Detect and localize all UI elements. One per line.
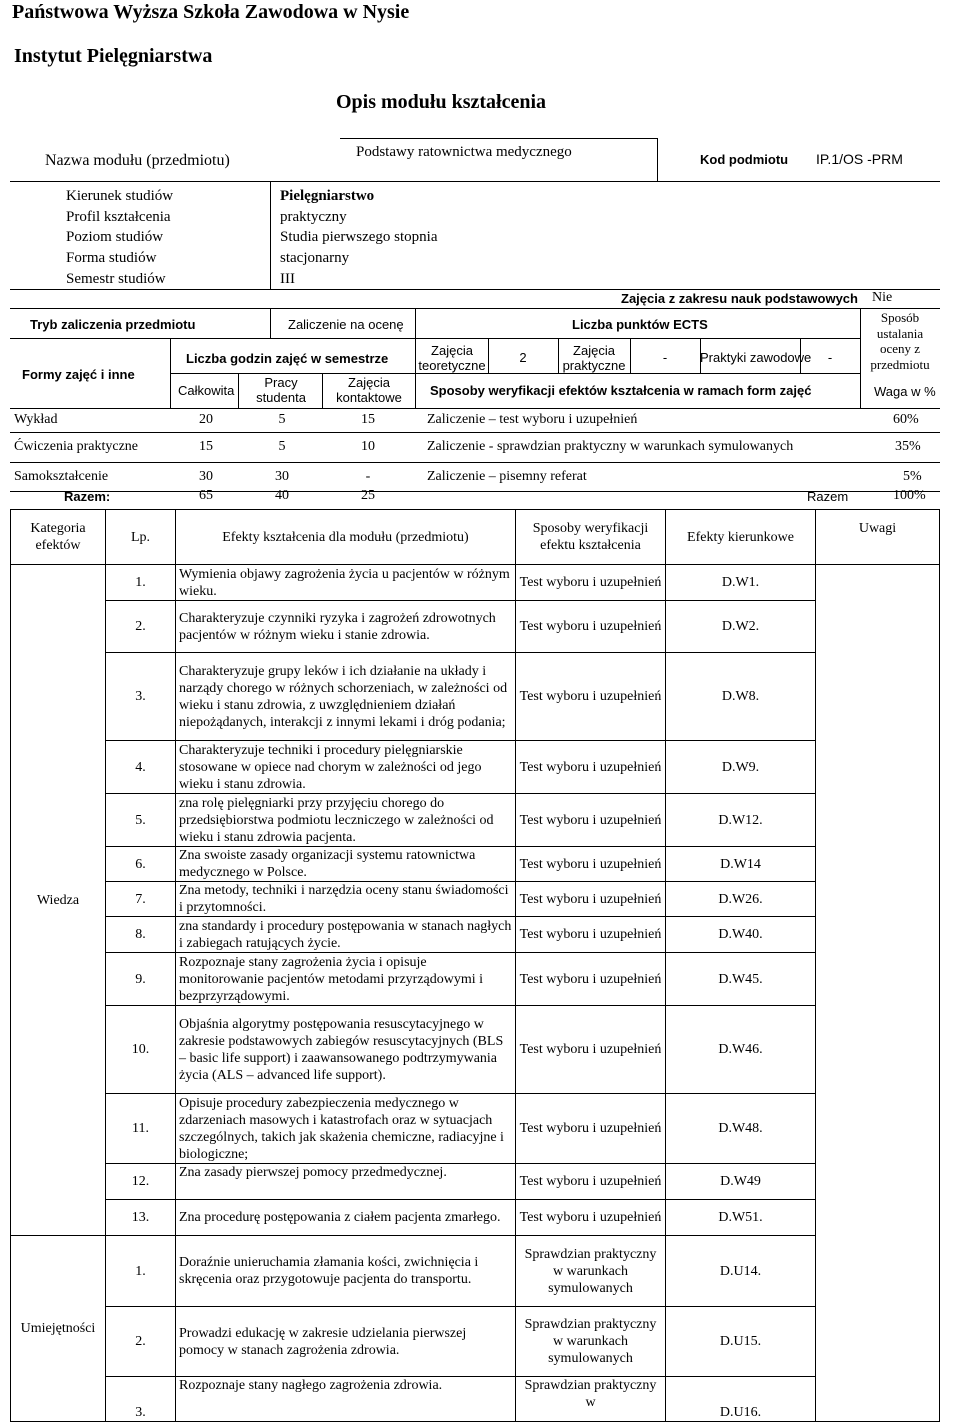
form-row bbox=[10, 463, 940, 492]
form-row-name: Samokształcenie bbox=[14, 469, 109, 484]
effect-text: Objaśnia algorytmy postępowania resuscytacyjnego w zakresie podstawowych zabiegów resuscytacyjnych (BLS – basic life support) i zaawansowanego podtrzymywania życia (ALS – advanced life support). bbox=[176, 1006, 516, 1094]
effect-lp: 6. bbox=[106, 847, 176, 882]
effects-header-row bbox=[11, 510, 940, 565]
effect-text: zna standardy i procedury postępowania w stanach nagłych i zabiegach ratujących życie. bbox=[176, 917, 516, 953]
form-row-method: Zaliczenie - sprawdzian praktyczny w warunkach symulowanych bbox=[427, 439, 794, 454]
effect-lp: 4. bbox=[106, 741, 176, 794]
header-verification: Sposoby weryfikacji efektu kształcenia bbox=[516, 510, 666, 565]
effect-text: Charakteryzuje techniki i procedury pielęgniarskie stosowane w opiece nad chorym w zależności od jego wieku i stanu zdrowia. bbox=[176, 741, 516, 794]
effect-method: Test wyboru i uzupełnień bbox=[516, 565, 666, 601]
form-row-name: Wykład bbox=[14, 412, 58, 427]
effect-method: Test wyboru i uzupełnień bbox=[516, 847, 666, 882]
totals-weight: 100% bbox=[893, 488, 926, 503]
effect-code: D.U14. bbox=[666, 1236, 816, 1307]
skills-row bbox=[11, 1307, 940, 1377]
form-row-student: 5 bbox=[278, 412, 286, 427]
header-effect: Efekty kształcenia dla modułu (przedmiotu) bbox=[176, 510, 516, 565]
effect-lp: 2. bbox=[106, 1307, 176, 1377]
form-row-method: Zaliczenie – pisemny referat bbox=[427, 469, 587, 484]
effect-method: Test wyboru i uzupełnień bbox=[516, 917, 666, 953]
info-label: Forma studiów bbox=[66, 250, 157, 267]
effect-text: Doraźnie unieruchamia złamania kości, zwichnięcia i skręcenia oraz przygotowuje pacjenta do transportu. bbox=[176, 1236, 516, 1307]
col-student-label: Pracy studenta bbox=[256, 375, 306, 405]
knowledge-row bbox=[11, 601, 940, 653]
module-name-value: Podstawy ratownictwa medycznego bbox=[356, 144, 572, 160]
info-label: Semestr studiów bbox=[66, 270, 166, 287]
effect-text: Charakteryzuje grupy leków i ich działanie na układy i narządy chorego w różnych schorzeniach, w zależności od wieku i stanu zdrowia, z uwzględnieniem działań niepożądanych, interakcji z innymi lekami i dróg podania; bbox=[176, 653, 516, 741]
effect-code: D.W26. bbox=[666, 882, 816, 917]
info-value: Pielęgniarstwo bbox=[280, 188, 375, 204]
effect-text: Zna metody, techniki i narzędzia oceny stanu świadomości i przytomności. bbox=[176, 882, 516, 917]
category-knowledge: Wiedza bbox=[11, 565, 106, 1236]
form-row-contact: 10 bbox=[361, 439, 375, 454]
effect-lp: 11. bbox=[106, 1094, 176, 1164]
knowledge-row bbox=[11, 741, 940, 794]
effect-method: Test wyboru i uzupełnień bbox=[516, 1164, 666, 1200]
class-forms-label: Formy zajęć i inne bbox=[22, 367, 135, 382]
module-name-label: Nazwa modułu (przedmiotu) bbox=[45, 152, 230, 169]
ects-theory-label: Zajęcia teoretyczne bbox=[418, 343, 486, 373]
knowledge-row bbox=[11, 653, 940, 741]
module-code-label: Kod podmiotu bbox=[700, 152, 789, 167]
form-row-student: 30 bbox=[275, 469, 289, 484]
effect-text: Rozpoznaje stany zagrożenia życia i opisuje monitorowanie pacjentów metodami przyrządowymi i bezprzyrządowymi. bbox=[176, 953, 516, 1006]
knowledge-row bbox=[11, 917, 940, 953]
knowledge-row bbox=[11, 1200, 940, 1236]
effect-text: Zna swoiste zasady organizacji systemu ratownictwa medycznego w Polsce. bbox=[176, 847, 516, 882]
grading-method-label: Sposób ustalania oceny z przedmiotu bbox=[870, 310, 930, 372]
effect-lp: 1. bbox=[106, 565, 176, 601]
form-row-student: 5 bbox=[278, 439, 286, 454]
knowledge-row bbox=[11, 1094, 940, 1164]
header-notes: Uwagi bbox=[816, 510, 940, 565]
effect-lp: 5. bbox=[106, 794, 176, 847]
effect-code: D.W45. bbox=[666, 953, 816, 1006]
document-title: Opis modułu kształcenia bbox=[336, 91, 547, 113]
info-label: Poziom studiów bbox=[66, 229, 164, 246]
info-label: Profil kształcenia bbox=[66, 208, 171, 225]
effect-method: Test wyboru i uzupełnień bbox=[516, 653, 666, 741]
effect-lp: 8. bbox=[106, 917, 176, 953]
form-row-total: 20 bbox=[199, 412, 213, 427]
form-row-weight: 60% bbox=[893, 412, 919, 427]
knowledge-row bbox=[11, 1006, 940, 1094]
effect-code: D.W14 bbox=[666, 847, 816, 882]
basic-sciences-value: Nie bbox=[872, 290, 893, 305]
info-labels bbox=[66, 186, 173, 290]
header-direction-effects: Efekty kierunkowe bbox=[666, 510, 816, 565]
effect-method: Test wyboru i uzupełnień bbox=[516, 1200, 666, 1236]
effect-text: Opisuje procedury zabezpieczenia medycznego w zdarzeniach masowych i katastrofach oraz w sytuacjach szczególnych, takich jak skażenia chemiczne, radiacyjne i biologiczne; bbox=[176, 1094, 516, 1164]
hours-label: Liczba godzin zajęć w semestrze bbox=[186, 351, 389, 366]
knowledge-row bbox=[11, 565, 940, 601]
effect-lp: 2. bbox=[106, 601, 176, 653]
info-values bbox=[280, 186, 437, 290]
effect-code: D.W9. bbox=[666, 741, 816, 794]
effect-code: D.W1. bbox=[666, 565, 816, 601]
form-row bbox=[10, 408, 940, 433]
form-row-total: 15 bbox=[199, 439, 213, 454]
info-value: III bbox=[280, 270, 295, 287]
totals-total: 65 bbox=[199, 488, 213, 503]
effect-code: D.W2. bbox=[666, 601, 816, 653]
ects-practical-label: Zajęcia praktyczne bbox=[562, 343, 626, 373]
info-label: Kierunek studiów bbox=[66, 188, 174, 204]
effect-method: Test wyboru i uzupełnień bbox=[516, 882, 666, 917]
school-name: Państwowa Wyższa Szkoła Zawodowa w Nysie bbox=[12, 1, 410, 23]
effect-text: Rozpoznaje stany nagłego zagrożenia zdrowia. bbox=[176, 1377, 516, 1422]
skills-row bbox=[11, 1236, 940, 1307]
form-row-weight: 5% bbox=[903, 469, 922, 484]
knowledge-row bbox=[11, 794, 940, 847]
effect-code: D.W48. bbox=[666, 1094, 816, 1164]
category-skills: Umiejętności bbox=[11, 1236, 106, 1422]
effect-lp: 3. bbox=[106, 1377, 176, 1422]
form-row-weight: 35% bbox=[895, 439, 921, 454]
verification-label: Sposoby weryfikacji efektów kształcenia w ramach form zajęć bbox=[430, 383, 812, 398]
ects-theory-value: 2 bbox=[519, 350, 527, 365]
totals-weight-label: Razem bbox=[807, 489, 849, 504]
effect-method: Sprawdzian praktyczny w bbox=[516, 1377, 666, 1422]
effect-lp: 9. bbox=[106, 953, 176, 1006]
effects-table bbox=[10, 509, 940, 1422]
effect-text: Wymienia objawy zagrożenia życia u pacjentów w różnym wieku. bbox=[176, 565, 516, 601]
effect-code: D.W40. bbox=[666, 917, 816, 953]
module-code-value: IP.1/OS -PRM bbox=[816, 151, 903, 167]
effect-method: Sprawdzian praktyczny w warunkach symulowanych bbox=[516, 1236, 666, 1307]
effect-method: Test wyboru i uzupełnień bbox=[516, 741, 666, 794]
col-contact-label: Zajęcia kontaktowe bbox=[336, 375, 402, 405]
effect-code: D.W8. bbox=[666, 653, 816, 741]
assessment-mode-label: Tryb zaliczenia przedmiotu bbox=[30, 317, 196, 332]
effect-method: Test wyboru i uzupełnień bbox=[516, 1006, 666, 1094]
info-value: praktyczny bbox=[280, 208, 347, 225]
notes-cell bbox=[816, 565, 940, 1422]
effect-code: D.W46. bbox=[666, 1006, 816, 1094]
col-total-label: Całkowita bbox=[178, 383, 235, 398]
effect-code: D.W12. bbox=[666, 794, 816, 847]
effect-method: Test wyboru i uzupełnień bbox=[516, 601, 666, 653]
form-row-name: Ćwiczenia praktyczne bbox=[14, 439, 138, 454]
effect-code: D.U16. bbox=[666, 1377, 816, 1422]
effect-lp: 12. bbox=[106, 1164, 176, 1200]
header-lp: Lp. bbox=[106, 510, 176, 565]
effect-method: Test wyboru i uzupełnień bbox=[516, 794, 666, 847]
info-value: Studia pierwszego stopnia bbox=[280, 229, 438, 246]
basic-sciences-label: Zajęcia z zakresu nauk podstawowych bbox=[621, 291, 858, 306]
form-row-method: Zaliczenie – test wyboru i uzupełnień bbox=[427, 412, 638, 427]
totals-contact: 25 bbox=[361, 488, 375, 503]
ects-practical-value: - bbox=[662, 350, 668, 365]
effect-text: Zna zasady pierwszej pomocy przedmedycznej. bbox=[176, 1164, 516, 1200]
knowledge-row bbox=[11, 953, 940, 1006]
form-row-total: 30 bbox=[199, 469, 213, 484]
ects-internship-label: Praktyki zawodowe bbox=[700, 350, 812, 365]
knowledge-row bbox=[11, 882, 940, 917]
ects-label: Liczba punktów ECTS bbox=[572, 317, 708, 332]
effect-method: Test wyboru i uzupełnień bbox=[516, 1094, 666, 1164]
form-row bbox=[10, 433, 940, 463]
effect-lp: 10. bbox=[106, 1006, 176, 1094]
effect-code: D.U15. bbox=[666, 1307, 816, 1377]
effect-method: Sprawdzian praktyczny w warunkach symulowanych bbox=[516, 1307, 666, 1377]
effect-lp: 13. bbox=[106, 1200, 176, 1236]
effect-text: Zna procedurę postępowania z ciałem pacjenta zmarłego. bbox=[176, 1200, 516, 1236]
info-value: stacjonarny bbox=[280, 250, 350, 267]
effect-text: zna rolę pielęgniarki przy przyjęciu chorego do przedsiębiorstwa podmiotu leczniczego w zależności od wieku i stanu zdrowia pacjenta. bbox=[176, 794, 516, 847]
effect-lp: 3. bbox=[106, 653, 176, 741]
form-row-contact: 15 bbox=[361, 412, 375, 427]
ects-internship-value: - bbox=[827, 350, 833, 365]
effect-lp: 7. bbox=[106, 882, 176, 917]
knowledge-row bbox=[11, 1164, 940, 1200]
effect-text: Prowadzi edukację w zakresie udzielania pierwszej pomocy w stanach zagrożenia zdrowia. bbox=[176, 1307, 516, 1377]
totals-label: Razem: bbox=[64, 489, 111, 504]
effect-code: D.W51. bbox=[666, 1200, 816, 1236]
weight-label: Waga w % bbox=[874, 384, 936, 399]
assessment-mode-value: Zaliczenie na ocenę bbox=[288, 317, 404, 332]
header-category: Kategoria efektów bbox=[11, 510, 106, 565]
effect-lp: 1. bbox=[106, 1236, 176, 1307]
totals-student: 40 bbox=[275, 488, 289, 503]
knowledge-row bbox=[11, 847, 940, 882]
form-row-contact: - bbox=[365, 469, 371, 484]
effect-code: D.W49 bbox=[666, 1164, 816, 1200]
institute-name: Instytut Pielęgniarstwa bbox=[14, 45, 213, 67]
effect-text: Charakteryzuje czynniki ryzyka i zagrożeń zdrowotnych pacjentów w różnym wieku i stanie zdrowia. bbox=[176, 601, 516, 653]
effect-method: Test wyboru i uzupełnień bbox=[516, 953, 666, 1006]
